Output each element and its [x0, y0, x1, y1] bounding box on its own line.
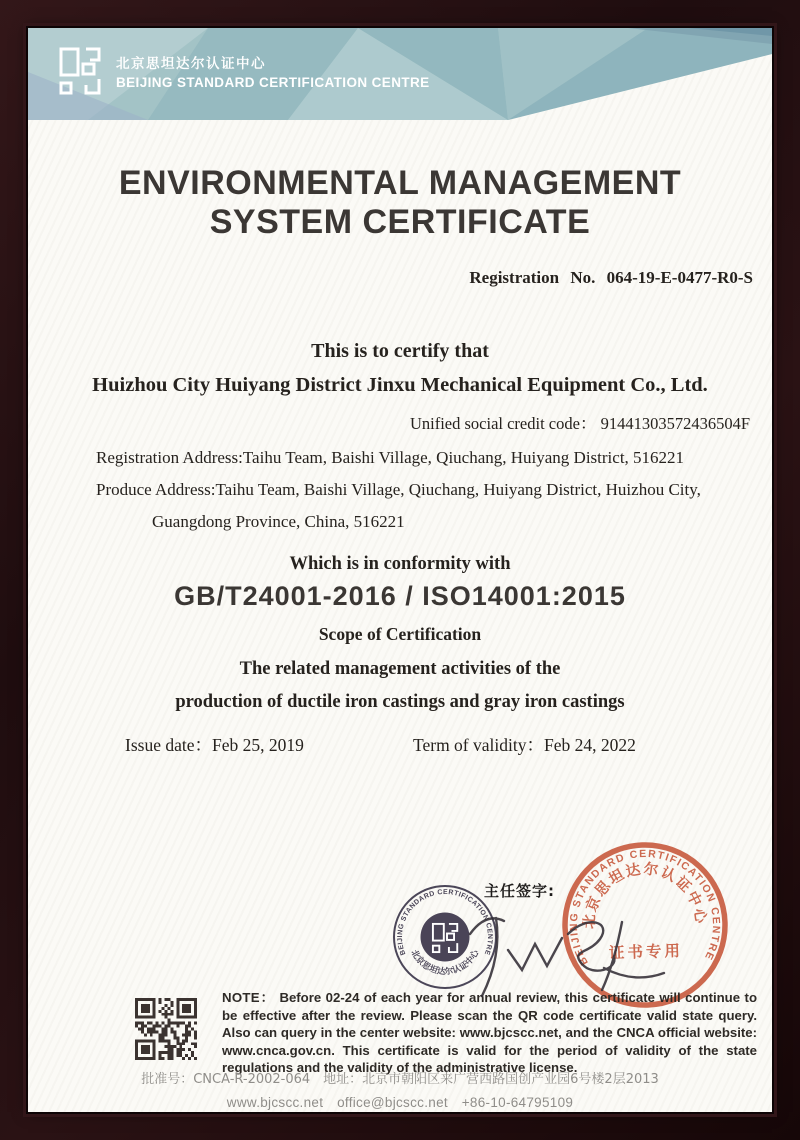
qr-code — [135, 998, 197, 1060]
red-stamp-ring-en: BEIJING STANDARD CERTIFICATION CENTRE — [567, 847, 723, 968]
bscc-logo-icon — [57, 46, 103, 96]
black-seal-ring-en: BEIJING STANDARD CERTIFICATION CENTRE — [396, 888, 494, 956]
issue-date — [125, 732, 304, 757]
title-line1: ENVIRONMENTAL MANAGEMENT — [118, 164, 682, 202]
note-label: NOTE： — [222, 990, 275, 1005]
issue-date-value: Feb 25, 2019 — [212, 735, 304, 755]
scope-line1: The related management activities of the — [239, 659, 561, 679]
certificate-title — [28, 164, 772, 242]
company-name: Huizhou City Huiyang District Jinxu Mechanical Equipment Co., Ltd. — [92, 374, 708, 396]
note-text: Before 02-24 of each year for annual review, this certificate will continue to be effective after the review. Please scan the QR code certificate valid state query. Also can query in the center website: www.bjcscc.net, and the CNCA official website: www.cnca.gov.cn. This certificate is valid for the period of validity of the state regulations and the validity of the administrative license. — [222, 990, 757, 1076]
red-stamp-arc-cn: 北京思坦达尔认证中心 — [581, 861, 709, 930]
scope-heading: Scope of Certification — [318, 624, 482, 644]
brand-text — [116, 52, 430, 90]
registration-number: Registration No. 064-19-E-0477-R0-S — [469, 268, 753, 287]
director-signature — [456, 894, 681, 1009]
brand-block — [57, 46, 430, 96]
black-seal-ring-cn: 北京思坦达尔认证中心 — [408, 948, 482, 978]
certificate-paper — [28, 28, 772, 1112]
produce-address-line2: Guangdong Province, China, 516221 — [152, 512, 405, 531]
certify-line: This is to certify that — [311, 340, 489, 362]
validity-value: Feb 24, 2022 — [543, 735, 636, 755]
footer-contact-line: www.bjcscc.net office@bjcscc.net +86-10-64795109 — [226, 1095, 574, 1110]
validity-date — [413, 732, 636, 757]
standard-codes: GB/T24001-2016 / ISO14001:2015 — [174, 581, 626, 611]
footer-approval-line: 批准号：CNCA-R-2002-064 地址：北京市朝阳区来广营西路国创产业园6号楼2层2013 — [141, 1072, 659, 1087]
registration-address: Registration Address:Taihu Team, Baishi Village, Qiuchang, Huiyang District, 516221 — [96, 448, 685, 467]
title-line2: SYSTEM CERTIFICATE — [209, 203, 591, 241]
scope-line2: production of ductile iron castings and gray iron castings — [175, 692, 625, 712]
director-signature-label: 主任签字: — [484, 882, 555, 900]
produce-address-line1: Produce Address:Taihu Team, Baishi Village, Qiuchang, Huiyang District, Huizhou City, — [96, 480, 701, 499]
credit-code-line: Unified social credit code： 91441303572436504F — [409, 414, 750, 433]
issue-date-label: Issue date： — [125, 735, 212, 755]
org-name-cn: 北京思坦达尔认证中心 — [116, 56, 266, 72]
header-band — [28, 28, 772, 120]
validity-label: Term of validity： — [413, 735, 544, 755]
red-stamp-center-text: 证书专用 — [608, 941, 684, 963]
org-name-en: BEIJING STANDARD CERTIFICATION CENTRE — [116, 75, 430, 90]
conformity-line: Which is in conformity with — [289, 554, 511, 574]
